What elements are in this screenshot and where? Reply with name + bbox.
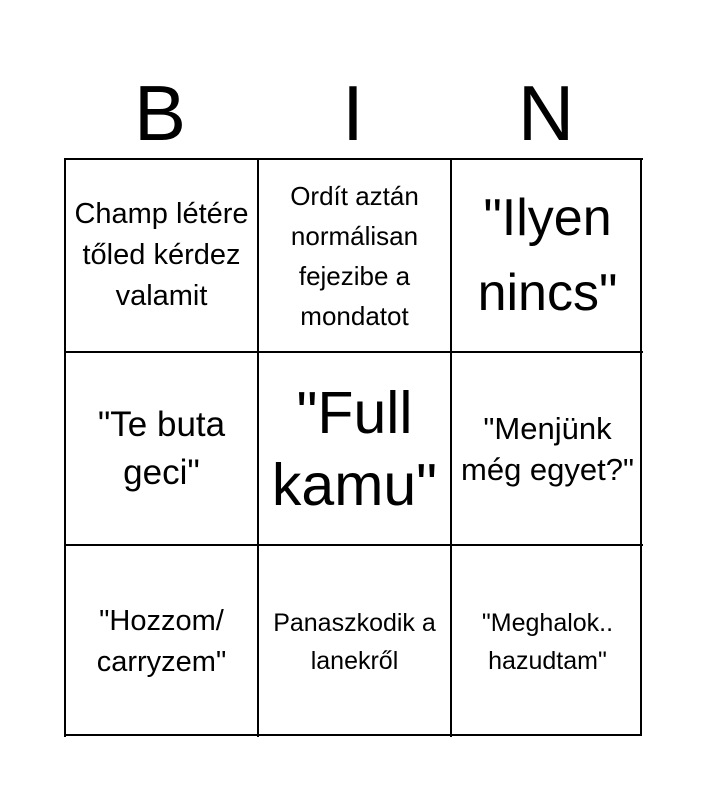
cell-text: "Menjünk még egyet?" bbox=[461, 410, 634, 487]
cell-text: "Te buta geci" bbox=[97, 404, 226, 492]
cell-text: "Hozzom/ carryzem" bbox=[96, 604, 227, 678]
header-letter-b: B bbox=[133, 69, 187, 157]
bingo-cell[interactable] bbox=[64, 351, 257, 544]
bingo-grid bbox=[64, 158, 642, 736]
cell-text: Champ létére tőled kérdez valamit bbox=[74, 198, 249, 312]
header-letter-n: N bbox=[517, 69, 575, 157]
bingo-header bbox=[64, 70, 642, 156]
bingo-cell[interactable] bbox=[257, 351, 450, 544]
cell-text: Ordít aztán normálisan fejezibe a mondatot bbox=[290, 180, 419, 331]
bingo-cell[interactable] bbox=[450, 158, 643, 351]
cell-text: "Meghalok.. hazudtam" bbox=[481, 608, 614, 675]
bingo-cell[interactable] bbox=[64, 158, 257, 351]
bingo-cell[interactable] bbox=[450, 544, 643, 737]
bingo-cell[interactable] bbox=[64, 544, 257, 737]
cell-text: "Ilyen nincs" bbox=[477, 188, 618, 322]
header-letter-i: I bbox=[342, 69, 364, 157]
bingo-cell[interactable] bbox=[257, 158, 450, 351]
cell-text: "Full kamu" bbox=[271, 379, 438, 518]
cell-text: Panaszkodik a lanekről bbox=[273, 608, 436, 675]
bingo-cell[interactable] bbox=[257, 544, 450, 737]
bingo-cell[interactable] bbox=[450, 351, 643, 544]
